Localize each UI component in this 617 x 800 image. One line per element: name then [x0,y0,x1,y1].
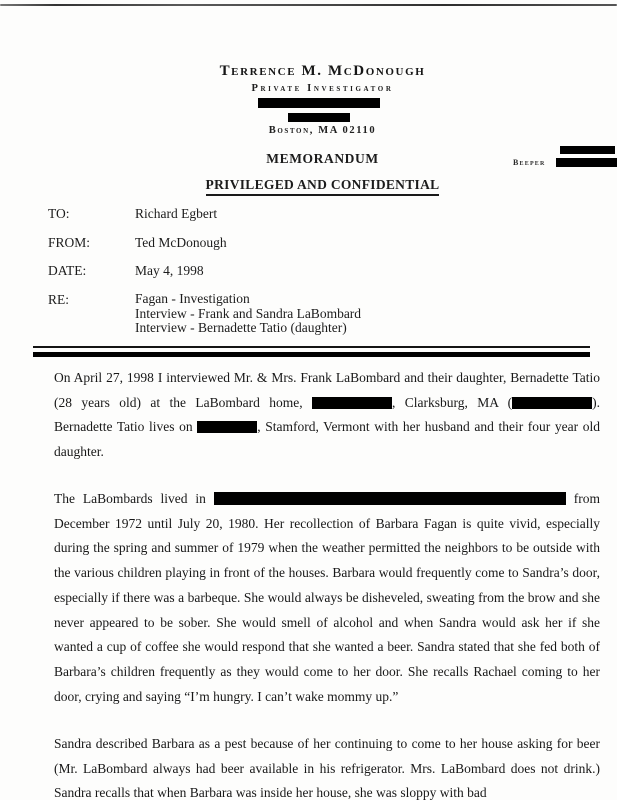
meta-row-from [48,235,227,250]
memo-title: MEMORANDUM [266,151,379,166]
meta-row-re [48,292,361,336]
redaction-bar-inline [312,397,392,409]
re-label: RE: [48,292,70,307]
confidential-heading: PRIVILEGED AND CONFIDENTIAL [206,177,440,196]
redaction-bar-beeper-1 [560,146,615,154]
redaction-bar-address-2 [288,113,350,122]
section-divider-bar [33,352,590,358]
body-paragraph-1: On April 27, 1998 I interviewed Mr. & Mrs. Frank LaBombard and their daughter, Bernadette Tatio (28 years old) at the LaBombard home, , Clarksburg, MA ( ). Bernadette Tatio lives on , Stamford, Vermont with her husband and their four year old daughter. [54,370,600,460]
date-value: May 4, 1998 [135,263,204,278]
confidential-heading-row [28,176,617,196]
re-subject-line: Interview - Frank and Sandra LaBombard [135,305,362,321]
to-value: Richard Egbert [135,206,218,221]
redaction-bar-address [258,98,380,108]
section-divider-rule [33,346,590,358]
meta-row-date [48,263,204,278]
beeper-label: Beeper [513,158,546,167]
redaction-bar-inline [214,492,566,505]
meta-row-to [48,206,217,221]
body-paragraph-3: Sandra described Barbara as a pest because of her continuing to come to her house asking for beer (Mr. LaBombard always had beer available in his refrigerator. Mrs. LaBombard does not drink.) Sandra recalls that when Barbara was inside her house, she was sloppy with bad [54,736,600,800]
redaction-bar-inline [512,397,592,409]
body-paragraph-2: The LaBombards lived in from December 1972 until July 20, 1980. Her recollection of Barbara Fagan is quite vivid, especially during the spring and summer of 1979 when the weather permitted the neighbors to be outside with the various children playing in front of the houses. Barbara would frequently come to Sandra’s door, especially if there was a barbeque. She would always be disheveled, sweating from the brow and she never appeared to be sober. She would smell of alcohol and when Sandra would ask her if she wanted a cup of coffee she would respond that she wanted a beer. Sandra stated that she fed both of Barbara’s children frequently as they would come to her door. She recalls Rachael coming to her door, crying and saying “I’m hungry. I can’t wake mommy up.” [54,491,600,704]
from-value: Ted McDonough [135,235,227,250]
from-label: FROM: [48,235,91,250]
letterhead-name: Terrence M. McDonough [219,63,426,79]
redaction-bar-beeper-2 [556,158,617,167]
date-label: DATE: [48,263,87,278]
re-subject-line: Interview - Bernadette Tatio (daughter) [135,320,347,335]
redaction-bar-inline [197,421,257,433]
re-subject-lines [135,292,361,336]
to-label: TO: [48,206,70,221]
letterhead-city: Boston, MA 02110 [268,125,377,136]
re-subject-line: Fagan - Investigation [135,291,250,306]
scan-artifact-line [0,4,617,6]
letterhead-title: Private Investigator [251,83,394,94]
